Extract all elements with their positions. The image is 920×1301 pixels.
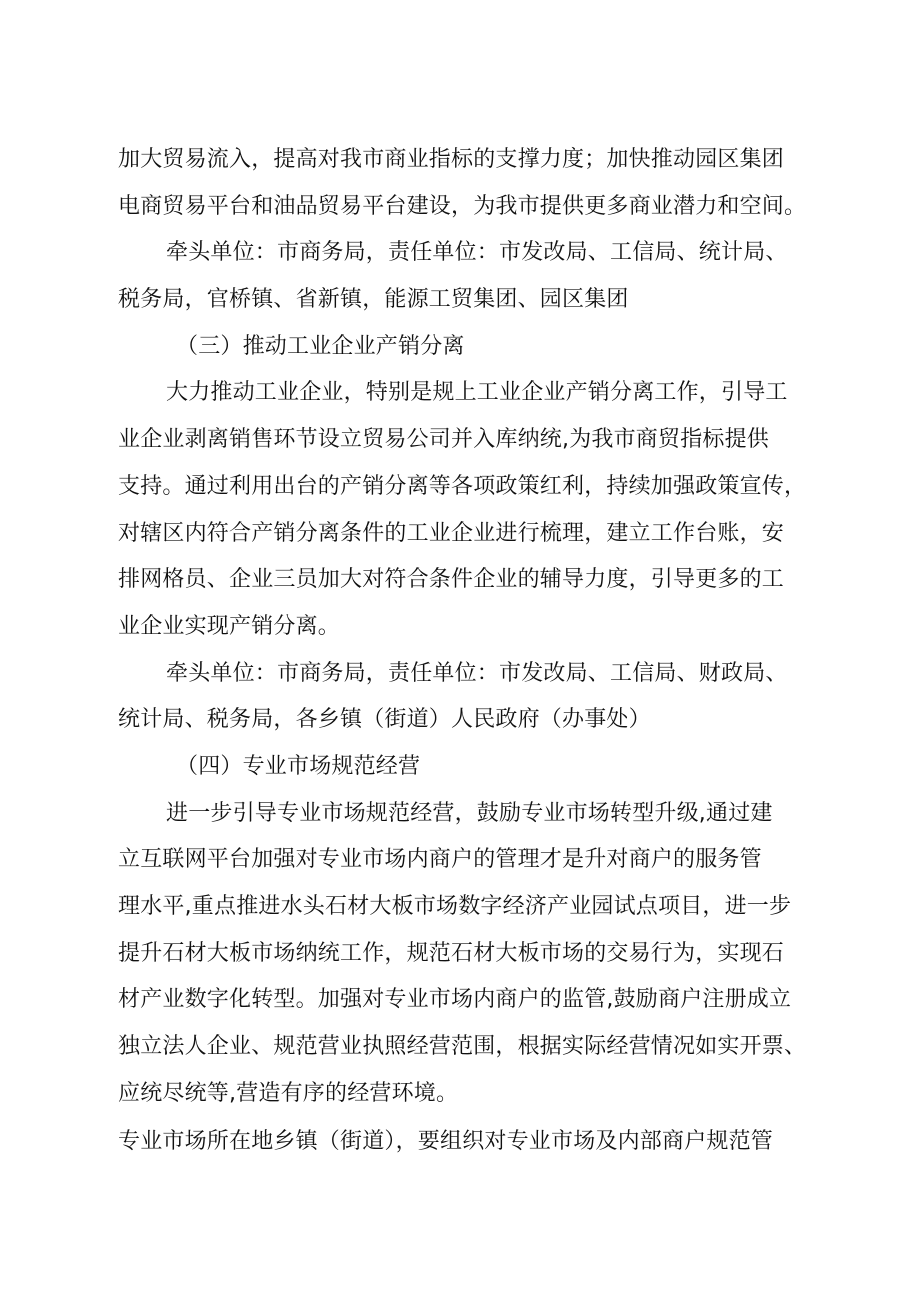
body-line: 业企业剥离销售环节设立贸易公司并入库纳统,为我市商贸指标提供 <box>118 427 769 453</box>
responsible-units-line: 税务局，官桥镇、省新镇，能源工贸集团、园区集团 <box>118 287 629 313</box>
body-line: 业企业实现产销分离。 <box>118 613 341 639</box>
body-line: 提升石材大板市场纳统工作，规范石材大板市场的交易行为，实现石 <box>118 940 785 966</box>
body-line: 理水平,重点推进水头石材大板市场数字经济产业园试点项目，进一步 <box>118 894 792 919</box>
body-line: 支持。通过利用出台的产销分离等各项政策红利，持续加强政策宣传， <box>118 473 807 499</box>
body-line: 应统尽统等,营造有序的经营环境。 <box>118 1080 459 1106</box>
section-heading-3: （三）推动工业企业产销分离 <box>176 333 465 359</box>
body-line: 进一步引导专业市场规范经营，鼓励专业市场转型升级,通过建 <box>166 800 773 826</box>
body-line: 电商贸易平台和油品贸易平台建设，为我市提供更多商业潜力和空间。 <box>118 193 807 219</box>
body-line: 专业市场所在地乡镇（街道），要组织对专业市场及内部商户规范管 <box>118 1129 774 1155</box>
body-line: 立互联网平台加强对专业市场内商户的管理才是升对商户的服务管 <box>118 847 762 873</box>
body-line: 材产业数字化转型。加强对专业市场内商户的监管,鼓励商户注册成立 <box>118 987 792 1013</box>
responsible-units-line: 牵头单位：市商务局，责任单位：市发改局、工信局、统计局、 <box>166 240 788 266</box>
body-line: 加大贸易流入，提高对我市商业指标的支撑力度；加快推动园区集团 <box>118 147 785 172</box>
responsible-units-line: 统计局、税务局，各乡镇（街道）人民政府（办事处） <box>118 707 651 733</box>
document-body <box>118 137 838 1166</box>
section-heading-4: （四）专业市场规范经营 <box>176 753 421 779</box>
body-line: 排网格员、企业三员加大对符合条件企业的辅导力度，引导更多的工 <box>118 567 785 593</box>
responsible-units-line: 牵头单位：市商务局，责任单位：市发改局、工信局、财政局、 <box>166 660 788 686</box>
body-line: 大力推动工业企业，特别是规上工业企业产销分离工作，引导工 <box>166 380 788 406</box>
body-line: 独立法人企业、规范营业执照经营范围，根据实际经营情况如实开票、 <box>118 1034 807 1060</box>
body-line: 对辖区内符合产销分离条件的工业企业进行梳理，建立工作台账，安 <box>118 520 785 546</box>
